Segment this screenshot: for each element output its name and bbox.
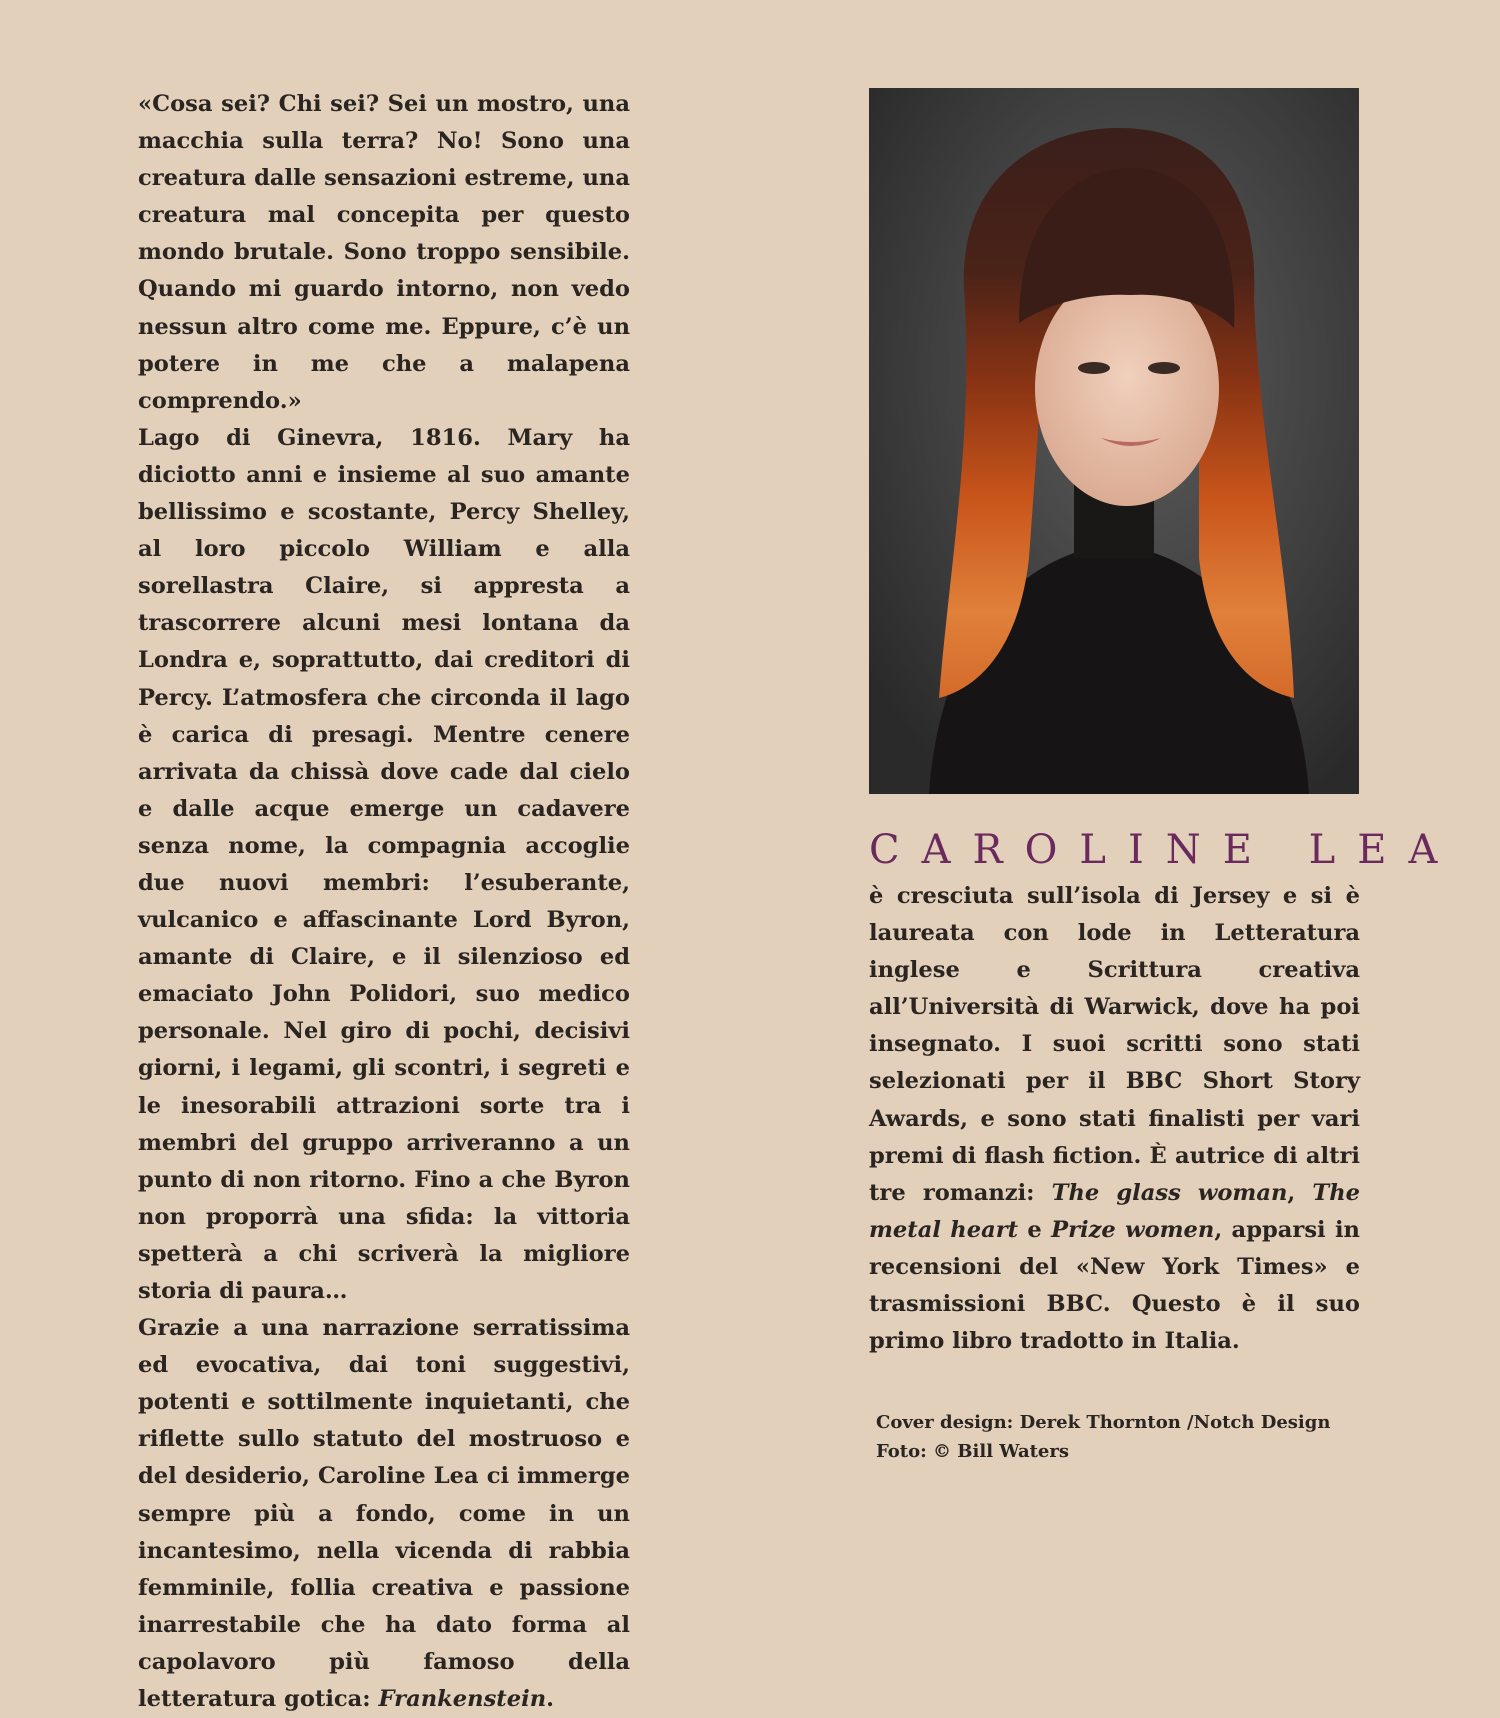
bio-text-1: è cresciuta sull’isola di Jersey e si è laureata con lode in Letteratura inglese e Scrittura creativa all’Università di Warwick, dove ha poi insegnato. I suoi scritti sono stati selezionati per il BBC Short Story Awards, e sono stati finalisti per vari premi di flash fiction. È autrice di altri tre romanzi: — [869, 883, 1360, 1206]
opening-quote: «Cosa sei? Chi sei? Sei un mostro, una macchia sulla terra? No! Sono una creatura dalle sensazioni estreme, una creatura mal concepita per questo mondo brutale. Sono troppo sensibile. Quando mi guardo intorno, non vedo nessun altro come me. Eppure, c’è un potere in me che a malapena comprendo.» — [138, 91, 630, 414]
bio-separator: e — [1018, 1216, 1052, 1243]
praise-paragraph — [138, 1310, 630, 1718]
cover-design-credit: Cover design: Derek Thornton /Notch Design — [876, 1412, 1331, 1433]
back-cover-blurb — [138, 86, 630, 1718]
plot-summary: Lago di Ginevra, 1816. Mary ha diciotto anni e insieme al suo amante bellissimo e scostante, Percy Shelley, al loro piccolo William e alla sorellastra Claire, si appresta a trascorrere alcuni mesi lontana da Londra e, soprattutto, dai creditori di Percy. L’atmosfera che circonda il lago è carica di presagi. Mentre cenere arrivata da chissà dove cade dal cielo e dalle acque emerge un cadavere senza nome, la compagnia accoglie due nuovi membri: l’esuberante, vulcanico e affascinante Lord Byron, amante di Claire, e il silenzioso ed emaciato John Polidori, suo medico personale. Nel giro di pochi, decisivi giorni, i legami, gli scontri, i segreti e le inesorabili attrazioni sorte tra i membri del gruppo arriveranno a un punto di non ritorno. Fino a che Byron non proporrà una sfida: la vittoria spetterà a chi scriverà la migliore storia di paura… — [138, 424, 630, 1304]
book-title-glass-woman: The glass woman — [1051, 1179, 1288, 1206]
bio-text-2: , apparsi in recensioni del «New York Times» e trasmissioni BBC. Questo è il suo primo libro tradotto in Italia. — [869, 1216, 1360, 1355]
book-title-metal-heart: The metal heart — [869, 1179, 1360, 1243]
praise-end: . — [546, 1686, 555, 1713]
author-section — [869, 88, 1460, 1360]
author-name: CAROLINE LEA — [869, 827, 1460, 873]
author-portrait-image — [869, 88, 1359, 794]
author-bio — [869, 878, 1360, 1360]
book-title-frankenstein: Frankenstein — [378, 1686, 547, 1713]
book-title-prize-women: Prize women — [1051, 1216, 1215, 1243]
bio-separator: , — [1287, 1179, 1313, 1206]
praise-text: Grazie a una narrazione serratissima ed evocativa, dai toni suggestivi, potenti e sottilmente inquietanti, che riflette sullo statuto del mostruoso e del desiderio, Caroline Lea ci immerge sempre più a fondo, come in un incantesimo, nella vicenda di rabbia femminile, follia creativa e passione inarrestabile che ha dato forma al capolavoro più famoso della letteratura gotica: — [138, 1315, 630, 1713]
credits — [876, 1408, 1330, 1466]
author-photo — [869, 88, 1359, 794]
photo-credit: Foto: © Bill Waters — [876, 1441, 1069, 1462]
